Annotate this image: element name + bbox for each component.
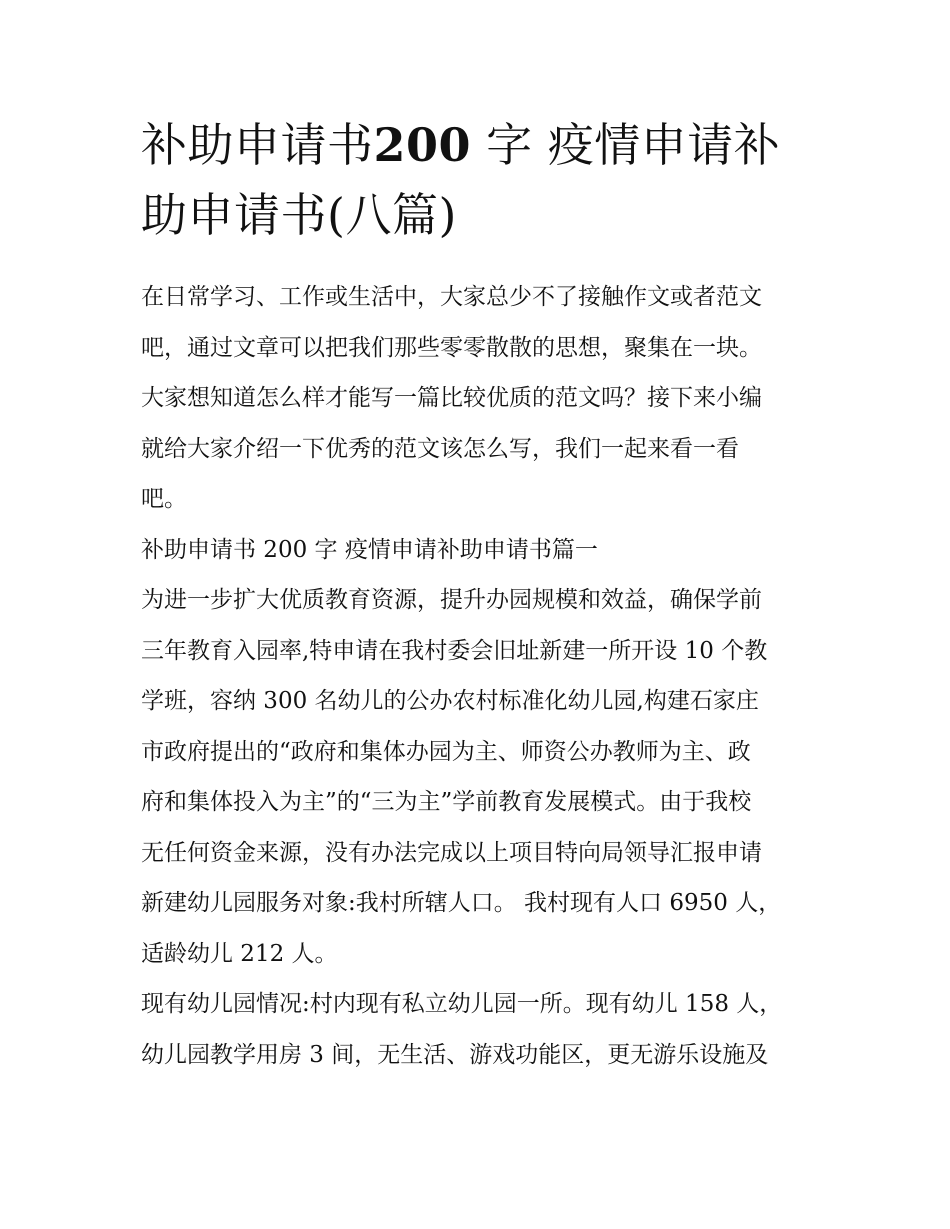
title-suffix: 字 疫情申请补 [471, 118, 781, 172]
title-prefix: 补助申请书 [141, 118, 374, 172]
document-title [141, 110, 821, 250]
document-page [141, 110, 821, 1080]
title-line-2: 助申请书(八篇) [141, 188, 457, 242]
body-paragraph: 为进一步扩大优质教育资源，提升办园规模和效益，确保学前 三年教育入园率,特申请在我村委会旧址新建一所开设 10 个教 学班，容纳 300 名幼儿的公办农村标准化幼儿园,构建石家庄 市政府提出的“政府和集体办园为主、师资公办教师为主、政 府和集体投入为主”的“三为主”学前教育发展模式。由于我校 无任何资金来源，没有办法完成以上项目特向局领导汇报申请 新建幼儿园服务对象:我村所辖人口。 我村现有人口 6950 人， 适龄幼儿 212 人。 [141, 587, 782, 967]
intro-paragraph: 在日常学习、工作或生活中，大家总少不了接触作文或者范文 吧，通过文章可以把我们那些零零散散的思想，聚集在一块。 大家想知道怎么样才能写一篇比较优质的范文吗？接下来小编 就给大家介绍一下优秀的范文该怎么写，我们一起来看一看 吧。 [141, 284, 762, 512]
body-paragraph: 现有幼儿园情况:村内现有私立幼儿园一所。现有幼儿 158 人， 幼儿园教学用房 3 间，无生活、游戏功能区，更无游乐设施及 [141, 991, 783, 1068]
title-number: 200 [373, 118, 472, 172]
section-heading: 补助申请书 200 字 疫情申请补助申请书篇一 [141, 536, 598, 563]
